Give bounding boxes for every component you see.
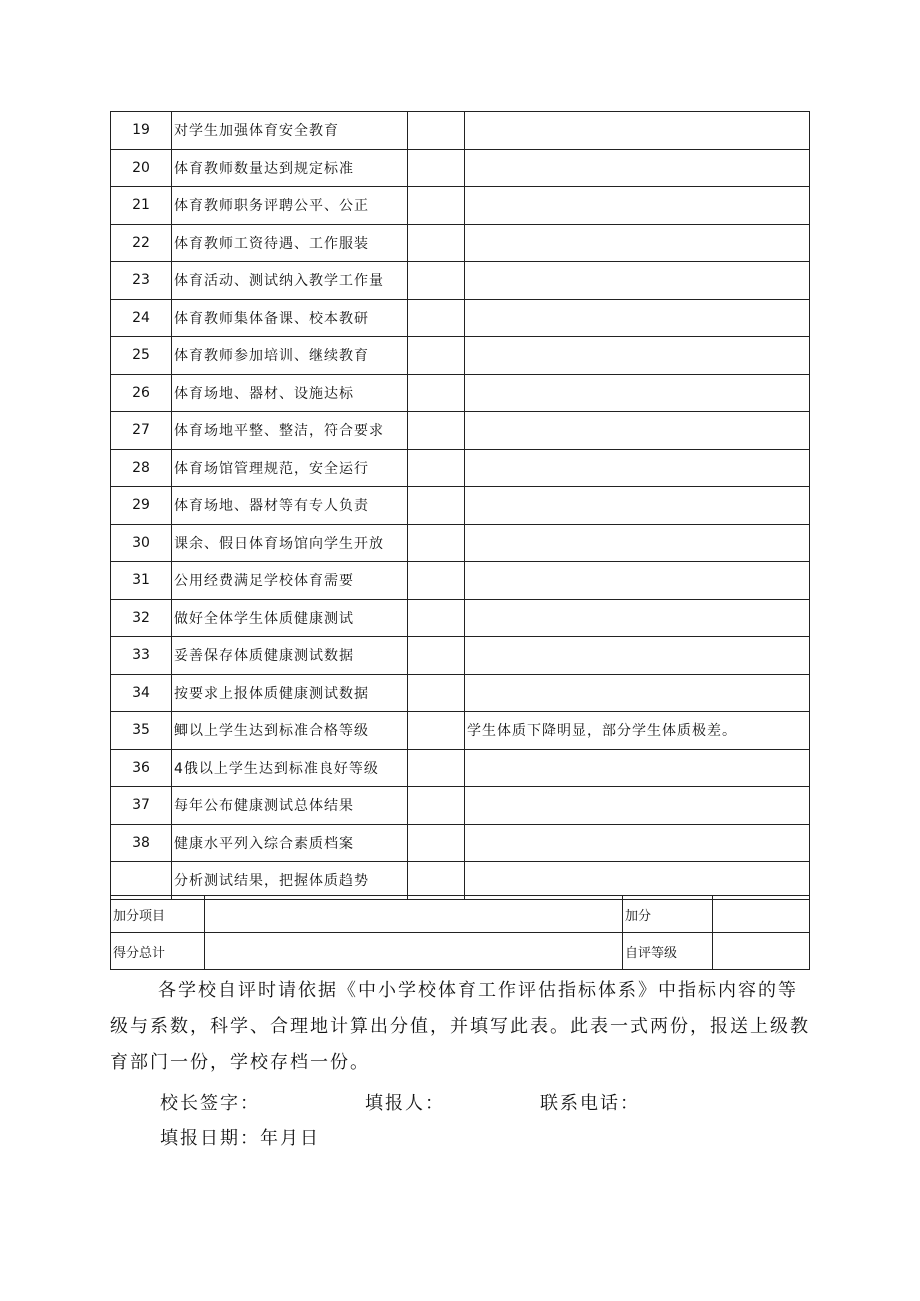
row-score-cell[interactable]: [408, 749, 465, 787]
row-item: 每年公布健康测试总体结果: [172, 787, 408, 825]
row-number: 28: [111, 449, 172, 487]
row-score-cell[interactable]: [408, 824, 465, 862]
row-item: 按要求上报体质健康测试数据: [172, 674, 408, 712]
principal-signature-label: 校长签字：: [160, 1093, 260, 1114]
instructions-text: 各学校自评时请依据《中小学校体育工作评估指标体系》中指标内容的等级与系数，科学、合理地计算出分值，并填写此表。此表一式两份，报送上级教育部门一份，学校存档一份。: [110, 980, 810, 1073]
row-item: 体育场地、器材、设施达标: [172, 374, 408, 412]
row-item: 分析测试结果，把握体质趋势: [172, 862, 408, 900]
row-note[interactable]: [465, 599, 810, 637]
table-row: [111, 862, 810, 900]
row-number: 30: [111, 524, 172, 562]
table-row: [111, 412, 810, 450]
row-item: 体育教师工资待遇、工作服装: [172, 224, 408, 262]
row-item: 体育教师参加培训、继续教育: [172, 337, 408, 375]
table-row: [111, 562, 810, 600]
table-row: [111, 374, 810, 412]
row-score-cell[interactable]: [408, 299, 465, 337]
table-row: [111, 712, 810, 750]
row-note[interactable]: [465, 824, 810, 862]
row-note[interactable]: [465, 149, 810, 187]
table-row: [111, 487, 810, 525]
row-item: 公用经费满足学校体育需要: [172, 562, 408, 600]
row-item: 体育教师集体备课、校本教研: [172, 299, 408, 337]
row-score-cell[interactable]: [408, 637, 465, 675]
row-item: 对学生加强体育安全教育: [172, 112, 408, 150]
row-score-cell[interactable]: [408, 787, 465, 825]
row-number: 22: [111, 224, 172, 262]
table-row: [111, 112, 810, 150]
filler-label: 填报人：: [365, 1093, 445, 1114]
row-item: 体育活动、测试纳入教学工作量: [172, 262, 408, 300]
evaluation-table: [110, 111, 810, 900]
table-row: [111, 524, 810, 562]
row-item: 体育场地、器材等有专人负责: [172, 487, 408, 525]
row-number: 29: [111, 487, 172, 525]
row-note[interactable]: [465, 337, 810, 375]
row-score-cell[interactable]: [408, 337, 465, 375]
table-row: [111, 149, 810, 187]
row-score-cell[interactable]: [408, 187, 465, 225]
row-score-cell[interactable]: [408, 524, 465, 562]
row-score-cell[interactable]: [408, 599, 465, 637]
row-item: 体育教师职务评聘公平、公正: [172, 187, 408, 225]
row-note[interactable]: [465, 412, 810, 450]
table-row: [111, 262, 810, 300]
table-row: [111, 824, 810, 862]
row-item: 妥善保存体质健康测试数据: [172, 637, 408, 675]
bonus-score-label: 加分: [623, 896, 713, 933]
row-number: 20: [111, 149, 172, 187]
row-item: 体育场馆管理规范，安全运行: [172, 449, 408, 487]
row-number: [111, 862, 172, 900]
row-number: 26: [111, 374, 172, 412]
table-row: [111, 599, 810, 637]
table-row: [111, 637, 810, 675]
row-note[interactable]: [465, 862, 810, 900]
date-label: 填报日期：年月日: [160, 1128, 320, 1149]
row-number: 36: [111, 749, 172, 787]
summary-table: [110, 895, 810, 970]
evaluation-table-body: [111, 112, 810, 900]
table-row: [111, 299, 810, 337]
row-item: 做好全体学生体质健康测试: [172, 599, 408, 637]
row-item: 鲫以上学生达到标准合格等级: [172, 712, 408, 750]
bonus-row: [111, 896, 810, 933]
table-row: [111, 337, 810, 375]
row-note[interactable]: [465, 524, 810, 562]
row-score-cell[interactable]: [408, 374, 465, 412]
row-score-cell[interactable]: [408, 112, 465, 150]
row-number: 35: [111, 712, 172, 750]
total-score-cell[interactable]: [205, 933, 623, 970]
row-note[interactable]: [465, 487, 810, 525]
row-item: 4俄以上学生达到标准良好等级: [172, 749, 408, 787]
row-number: 31: [111, 562, 172, 600]
row-number: 27: [111, 412, 172, 450]
self-grade-cell[interactable]: [713, 933, 810, 970]
row-note[interactable]: [465, 449, 810, 487]
row-score-cell[interactable]: [408, 674, 465, 712]
row-note[interactable]: 学生体质下降明显，部分学生体质极差。: [465, 712, 810, 750]
row-item: 体育场地平整、整洁，符合要求: [172, 412, 408, 450]
row-score-cell[interactable]: [408, 149, 465, 187]
row-note[interactable]: [465, 674, 810, 712]
row-item: 课余、假日体育场馆向学生开放: [172, 524, 408, 562]
table-row: [111, 749, 810, 787]
row-note[interactable]: [465, 787, 810, 825]
row-score-cell[interactable]: [408, 224, 465, 262]
row-score-cell[interactable]: [408, 262, 465, 300]
phone-label: 联系电话：: [540, 1093, 640, 1114]
row-item: 体育教师数量达到规定标准: [172, 149, 408, 187]
row-item: 健康水平列入综合素质档案: [172, 824, 408, 862]
table-row: [111, 224, 810, 262]
table-row: [111, 787, 810, 825]
row-score-cell[interactable]: [408, 712, 465, 750]
row-number: 24: [111, 299, 172, 337]
bonus-items-label: 加分项目: [111, 896, 205, 933]
row-note[interactable]: [465, 374, 810, 412]
table-row: [111, 449, 810, 487]
total-row: [111, 933, 810, 970]
row-note[interactable]: [465, 637, 810, 675]
instructions-paragraph: [110, 973, 810, 1081]
row-number: 21: [111, 187, 172, 225]
row-number: 34: [111, 674, 172, 712]
row-score-cell[interactable]: [408, 449, 465, 487]
row-note[interactable]: [465, 562, 810, 600]
row-note[interactable]: [465, 224, 810, 262]
row-note[interactable]: [465, 299, 810, 337]
row-number: 19: [111, 112, 172, 150]
total-score-label: 得分总计: [111, 933, 205, 970]
row-number: 32: [111, 599, 172, 637]
row-note[interactable]: [465, 112, 810, 150]
table-row: [111, 187, 810, 225]
bonus-score-cell[interactable]: [713, 896, 810, 933]
row-number: 23: [111, 262, 172, 300]
row-score-cell[interactable]: [408, 487, 465, 525]
row-score-cell[interactable]: [408, 862, 465, 900]
row-score-cell[interactable]: [408, 562, 465, 600]
row-number: 37: [111, 787, 172, 825]
row-score-cell[interactable]: [408, 412, 465, 450]
table-row: [111, 674, 810, 712]
row-note[interactable]: [465, 262, 810, 300]
bonus-items-cell[interactable]: [205, 896, 623, 933]
row-note[interactable]: [465, 187, 810, 225]
row-note[interactable]: [465, 749, 810, 787]
row-number: 38: [111, 824, 172, 862]
row-number: 33: [111, 637, 172, 675]
self-grade-label: 自评等级: [623, 933, 713, 970]
row-number: 25: [111, 337, 172, 375]
